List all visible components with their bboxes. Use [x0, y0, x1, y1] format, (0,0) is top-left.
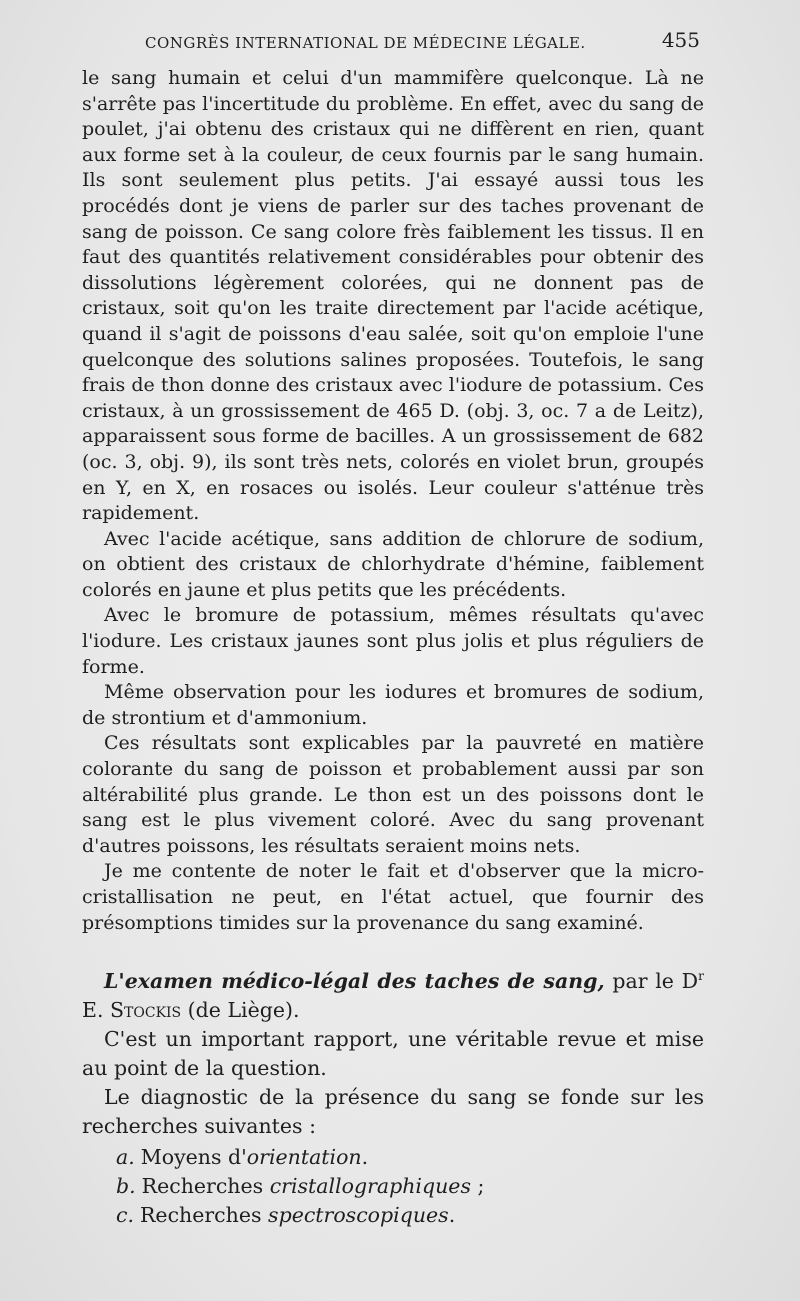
paragraph-8: Le diagnostic de la présence du sang se fonde sur les recherches suivantes :: [82, 1085, 704, 1139]
running-header: CONGRÈS INTERNATIONAL DE MÉDECINE LÉGALE.: [145, 34, 586, 52]
author-initial: E.: [82, 998, 110, 1023]
list-marker: c.: [116, 1203, 134, 1228]
list-term: orientation: [246, 1145, 362, 1170]
section-by-superscript: r: [698, 969, 704, 984]
page-number: 455: [661, 28, 700, 52]
paragraph-7: C'est un important rapport, une véritable revue et mise au point de la question.: [82, 1027, 704, 1081]
body-text: [82, 66, 704, 1230]
list-suffix: .: [448, 1203, 456, 1228]
list-suffix: ;: [470, 1174, 485, 1199]
list-item: [82, 1143, 704, 1172]
list-term: cristallographiques: [269, 1174, 471, 1199]
section-by: par le D: [604, 969, 699, 994]
list-marker: a.: [116, 1145, 135, 1170]
list-item: [82, 1172, 704, 1201]
section-heading: [82, 962, 704, 1025]
list-marker: b.: [116, 1174, 136, 1199]
section-title: L'examen médico-légal des taches de sang,: [104, 969, 605, 994]
paragraph-2: Avec l'acide acétique, sans addition de chlorure de sodium, on obtient des cristaux de chlorhydrate d'hémine, faiblement colorés en jaune et plus petits que les précédents.: [82, 527, 704, 601]
author-place: (de Liège).: [181, 998, 300, 1023]
list-prefix: Recherches: [141, 1174, 270, 1199]
paragraph-6: Je me contente de noter le fait et d'observer que la micro-cristallisation ne peut, en l'état actuel, que fournir des présomptions timides sur la provenance du sang examiné.: [82, 860, 704, 934]
paragraph-5: Ces résultats sont explicables par la pauvreté en matière colorante du sang de poisson et probablement aussi par son altérabilité plus grande. Le thon est un des poissons dont le sang est le plus vivement coloré. Avec du sang provenant d'autres poissons, les résultats seraient moins nets.: [82, 732, 704, 857]
research-list: [82, 1143, 704, 1230]
paragraph-3: Avec le bromure de potassium, mêmes résultats qu'avec l'iodure. Les cristaux jaunes sont plus jolis et plus réguliers de forme.: [82, 604, 704, 678]
paragraph-1: le sang humain et celui d'un mammifère quelconque. Là ne s'arrête pas l'incertitude du problème. En effet, avec du sang de poulet, j'ai obtenu des cristaux qui ne diffèrent en rien, quant aux forme set à la couleur, de ceux fournis par le sang humain. Ils sont seulement plus petits. J'ai essayé aussi tous les procédés dont je viens de parler sur des taches provenant de sang de poisson. Ce sang colore frès faiblement les tissus. Il en faut des quantités relativement considérables pour obtenir des dissolutions légèrement colorées, qui ne donnent pas de cristaux, soit qu'on les traite directement par l'acide acétique, quand il s'agit de poissons d'eau salée, soit qu'on emploie l'une quelconque des solutions salines proposées. Toutefois, le sang frais de thon donne des cristaux avec l'iodure de potassium. Ces cristaux, à un grossissement de 465 D. (obj. 3, oc. 7 a de Leitz), apparaissent sous forme de bacilles. A un grossissement de 682 (oc. 3, obj. 9), ils sont très nets, colorés en violet brun, groupés en Y, en X, en rosaces ou isolés. Leur couleur s'atténue très rapidement.: [82, 67, 704, 525]
list-term: spectroscopiques: [268, 1203, 449, 1228]
list-item: [82, 1201, 704, 1230]
author-name: Stockis: [110, 998, 182, 1023]
paragraph-4: Même observation pour les iodures et bromures de sodium, de strontium et d'ammonium.: [82, 681, 704, 729]
list-prefix: Moyens d': [140, 1145, 247, 1170]
list-prefix: Recherches: [140, 1203, 269, 1228]
list-suffix: .: [361, 1145, 369, 1170]
